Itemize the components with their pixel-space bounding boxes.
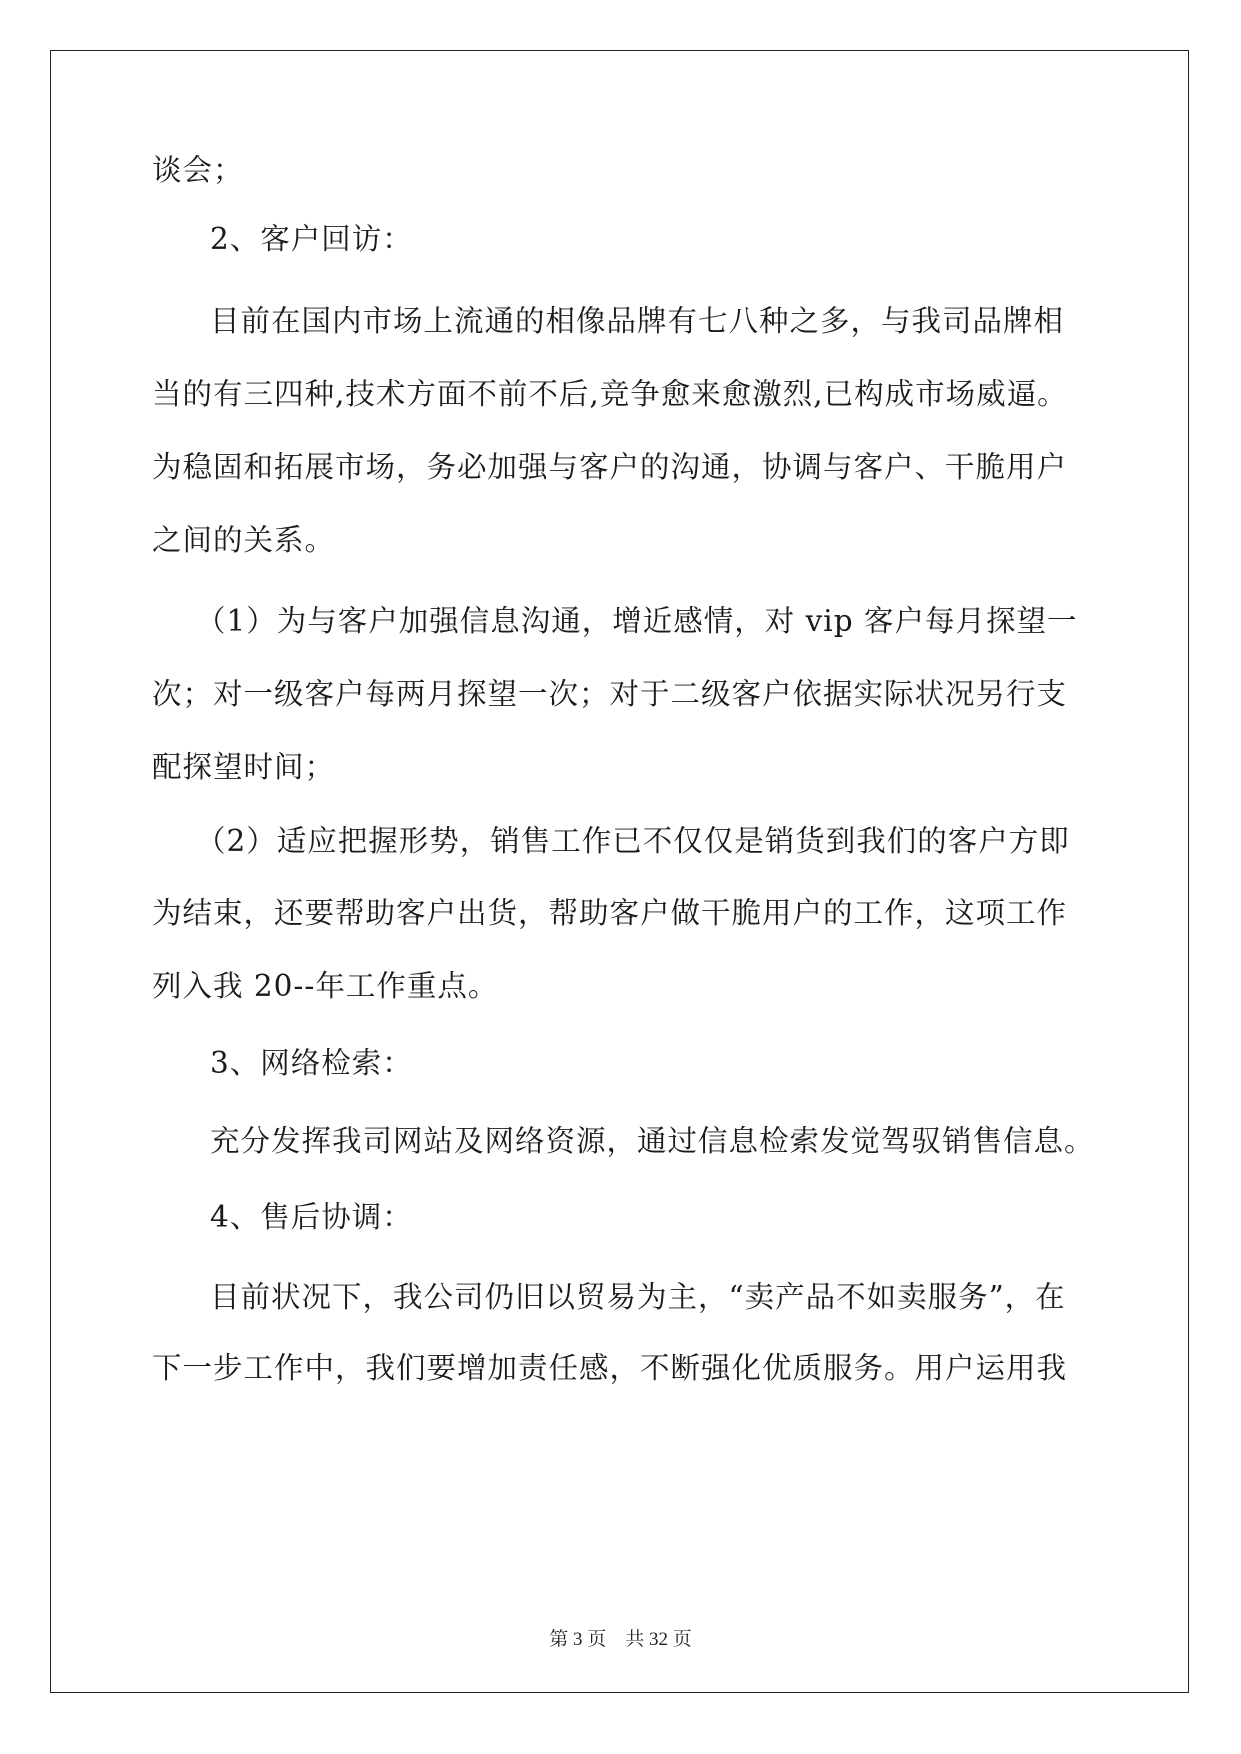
text-line: （2）适应把握形势，销售工作已不仅仅是销货到我们的客户方即 — [196, 824, 1070, 858]
text-line: 为结束，还要帮助客户出货，帮助客户做干脆用户的工作，这项工作 — [152, 896, 1068, 930]
text-line: 配探望时间； — [152, 750, 336, 784]
text-line: 次；对一级客户每两月探望一次；对于二级客户依据实际状况另行支 — [152, 677, 1068, 711]
section-heading: 2、客户回访： — [210, 222, 413, 256]
text-line: 当的有三四种,技术方面不前不后,竞争愈来愈激烈,已构成市场威逼。 — [152, 377, 1068, 411]
text-line: 为稳固和拓展市场，务必加强与客户的沟通，协调与客户、干脆用户 — [152, 450, 1068, 484]
text-line: （1）为与客户加强信息沟通，增近感情，对 vip 客户每月探望一 — [196, 604, 1078, 638]
text-line: 下一步工作中，我们要增加责任感，不断强化优质服务。用户运用我 — [152, 1351, 1068, 1385]
section-heading: 3、网络检索： — [210, 1046, 413, 1080]
page-number: 第 3 页 共 32 页 — [549, 1629, 692, 1650]
text-line: 目前状况下，我公司仍旧以贸易为主，“卖产品不如卖服务”，在 — [210, 1280, 1066, 1314]
text-line: 列入我 20--年工作重点。 — [152, 969, 499, 1003]
text-line: 谈会； — [152, 153, 244, 187]
text-line: 充分发挥我司网站及网络资源，通过信息检索发觉驾驭销售信息。 — [210, 1124, 1095, 1158]
text-line: 之间的关系。 — [152, 523, 336, 557]
text-line: 目前在国内市场上流通的相像品牌有七八种之多，与我司品牌相 — [210, 304, 1065, 338]
page-border — [50, 50, 1189, 1693]
section-heading: 4、售后协调： — [210, 1200, 413, 1234]
